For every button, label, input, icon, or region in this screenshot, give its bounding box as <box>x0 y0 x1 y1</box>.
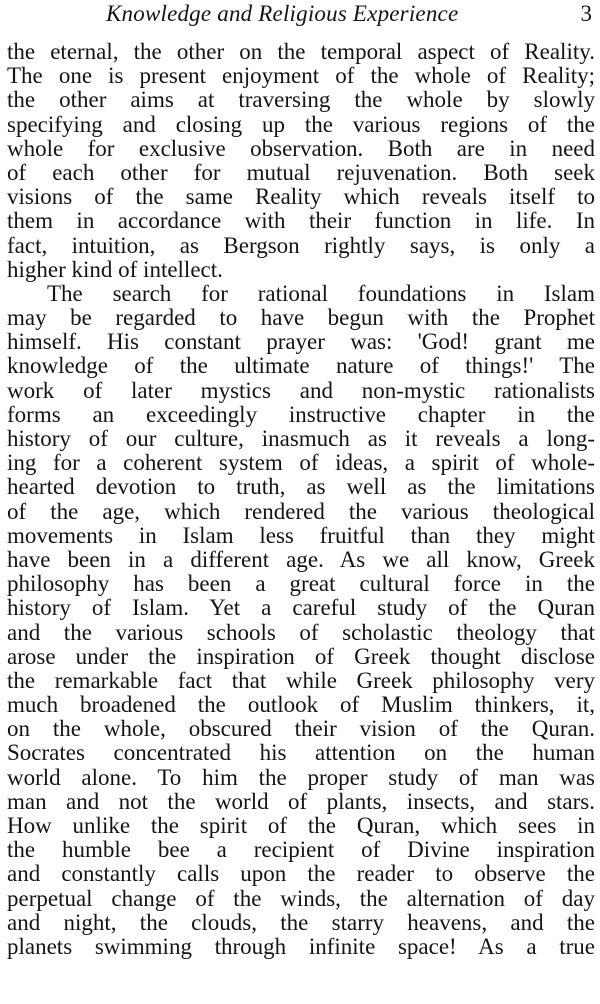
text-line: whole for exclusive observation. Both are in need <box>7 135 595 161</box>
text-line: history of our culture, inasmuch as it reveals a long- <box>7 426 595 451</box>
text-line: man and not the world of plants, insects, and stars. <box>7 788 595 814</box>
text-line: hearted devotion to truth, as well as the limitations <box>7 474 595 500</box>
text-line: How unlike the spirit of the Quran, which sees in <box>7 813 595 838</box>
text-line: Socrates concentrated his attention on the human <box>7 740 595 766</box>
text-line: The search for rational foundations in Islam <box>47 280 595 306</box>
text-line: the eternal, the other on the temporal aspect of Reality. <box>7 39 595 64</box>
running-head <box>0 0 600 36</box>
text-line: fact, intuition, as Bergson rightly says, is only a <box>7 232 595 258</box>
page-number: 3 <box>580 1 592 26</box>
text-line: movements in Islam less fruitful than they might <box>7 522 595 548</box>
text-line: The one is present enjoyment of the whole of Reality; <box>7 63 595 89</box>
text-line: visions of the same Reality which reveals itself to <box>7 184 595 210</box>
text-line: on the whole, obscured their vision of the Quran. <box>7 716 595 742</box>
text-line: them in accordance with their function in life. In <box>7 208 595 234</box>
text-line: philosophy has been a great cultural force in the <box>7 571 595 597</box>
body-text <box>7 40 595 959</box>
text-line: of each other for mutual rejuvenation. Both seek <box>7 159 595 185</box>
text-line: planets swimming through infinite space! As a true <box>7 933 595 959</box>
text-line: forms an exceedingly instructive chapter in the <box>7 401 595 427</box>
text-line: the remarkable fact that while Greek philosophy very <box>7 667 595 693</box>
text-line: the humble bee a recipient of Divine inspiration <box>7 837 595 863</box>
text-line: and the various schools of scholastic theology that <box>7 619 595 645</box>
text-line: have been in a different age. As we all know, Greek <box>7 546 595 572</box>
text-line: ing for a coherent system of ideas, a spirit of whole- <box>7 450 595 476</box>
paragraph <box>7 282 595 959</box>
text-line: higher kind of intellect. <box>7 256 223 282</box>
text-line: knowledge of the ultimate nature of things!' The <box>7 353 595 379</box>
text-line: much broadened the outlook of Muslim thinkers, it, <box>7 692 595 718</box>
text-line: and constantly calls upon the reader to observe the <box>7 861 595 887</box>
text-line: the other aims at traversing the whole by slowly <box>7 87 595 113</box>
text-line: himself. His constant prayer was: 'God! grant me <box>7 329 595 355</box>
paragraph <box>7 40 595 282</box>
running-title: Knowledge and Religious Experience <box>106 1 459 26</box>
text-line: history of Islam. Yet a careful study of the Quran <box>7 595 595 621</box>
text-line: and night, the clouds, the starry heavens, and the <box>7 909 595 935</box>
text-line: work of later mystics and non-mystic rationalists <box>7 377 595 403</box>
text-line: of the age, which rendered the various theological <box>7 498 595 524</box>
text-line: perpetual change of the winds, the alternation of day <box>7 885 595 911</box>
text-line: specifying and closing up the various regions of the <box>7 111 595 137</box>
text-line: may be regarded to have begun with the Prophet <box>7 305 595 331</box>
text-line: world alone. To him the proper study of man was <box>7 764 595 790</box>
text-line: arose under the inspiration of Greek thought disclose <box>7 643 595 669</box>
